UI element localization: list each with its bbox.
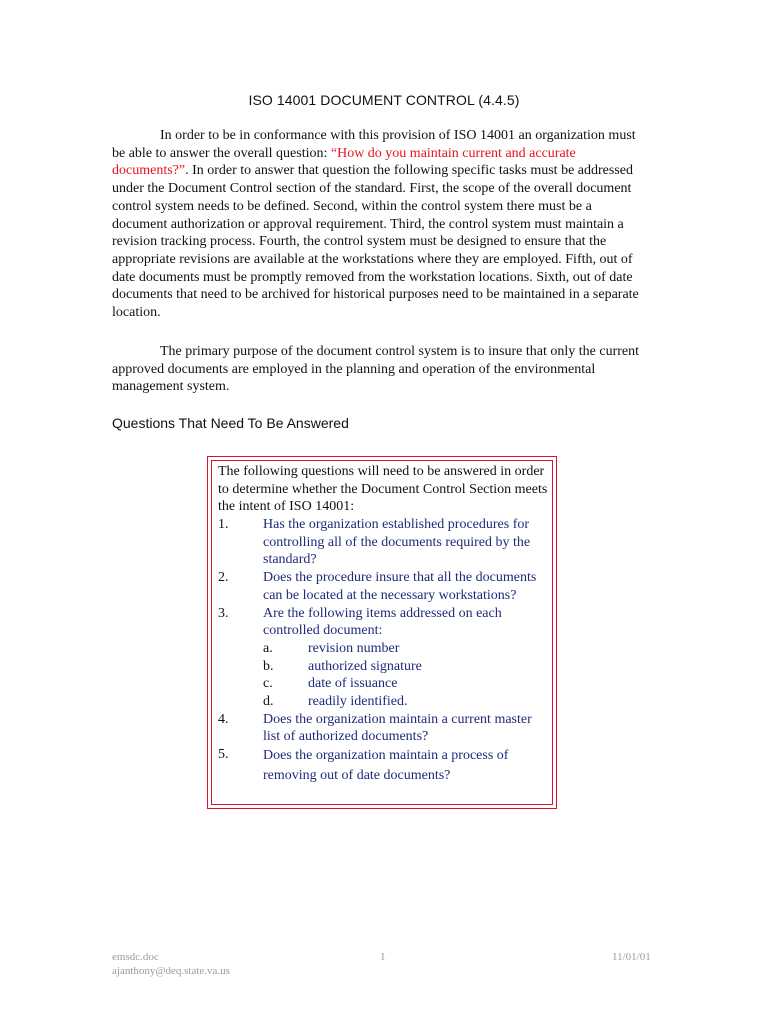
footer-email: ajanthony@deq.state.va.us bbox=[112, 965, 230, 977]
sub-item-text: readily identified. bbox=[308, 694, 408, 710]
question-item bbox=[218, 605, 548, 640]
question-number: 1. bbox=[218, 517, 229, 532]
sub-item-text: authorized signature bbox=[308, 658, 422, 674]
questions-intro: The following questions will need to be answered in order to determine whether the Document Control Section meets the intent of ISO 14001: bbox=[218, 464, 548, 515]
question-item bbox=[218, 569, 548, 604]
intro-text-start: In order to be in conformance with this provision of ISO 14001 an organization must be able to answer the overall question: bbox=[112, 128, 636, 161]
question-item bbox=[218, 711, 548, 746]
purpose-paragraph bbox=[112, 343, 647, 396]
sub-item-letter: b. bbox=[263, 658, 274, 674]
question-number: 4. bbox=[218, 711, 229, 727]
question-text: Does the organization maintain a process of removing out of date documents? bbox=[263, 748, 509, 783]
sub-item bbox=[263, 693, 548, 711]
sub-item-text: date of issuance bbox=[308, 676, 398, 692]
sub-item bbox=[263, 658, 548, 676]
question-item bbox=[218, 516, 548, 569]
question-text: Does the organization maintain a current master list of authorized documents? bbox=[263, 711, 532, 745]
intro-text-rest: . In order to answer that question the following specific tasks must be addressed under the Document Control section of the standard. First, the scope of the overall document control system needs to be defined. Second, within the control system there must be a document authorization or approval requirement. Third, the control system must maintain a revision tracking process. Fourth, the control system must be designed to ensure that the appropriate revisions are available at the workstations where they are employed. Fifth, out of date documents must be promptly removed from the workstation locations. Sixth, out of date documents that need to be archived for historical purposes need to be maintained in a separate location. bbox=[112, 163, 639, 321]
sub-item-letter: d. bbox=[263, 694, 274, 710]
question-number: 2. bbox=[218, 570, 229, 586]
footer-filename: emsdc.doc bbox=[112, 951, 159, 963]
section-heading: Questions That Need To Be Answered bbox=[112, 415, 349, 431]
question-text: Has the organization established procedures for controlling all of the documents required by the standard? bbox=[263, 517, 531, 568]
questions-list bbox=[218, 516, 548, 785]
question-item bbox=[218, 746, 548, 785]
intro-paragraph bbox=[112, 127, 647, 322]
sub-item bbox=[263, 675, 548, 693]
question-text: Does the procedure insure that all the documents can be located at the necessary workstations? bbox=[263, 570, 537, 603]
footer-left bbox=[112, 950, 230, 978]
sub-item bbox=[263, 640, 548, 658]
document-title: ISO 14001 DOCUMENT CONTROL (4.4.5) bbox=[248, 92, 520, 108]
question-number: 5. bbox=[218, 747, 229, 763]
sub-item-letter: a. bbox=[263, 640, 273, 656]
footer-date: 11/01/01 bbox=[612, 951, 651, 963]
question-text: Are the following items addressed on each controlled document: bbox=[263, 605, 502, 639]
key-question: “How do you maintain current and accurate documents?” bbox=[112, 145, 576, 179]
question-number: 3. bbox=[218, 605, 229, 621]
purpose-text: The primary purpose of the document control system is to insure that only the current approved documents are employed in the planning and operation of the environmental management system. bbox=[112, 344, 639, 395]
sub-item-text: revision number bbox=[308, 640, 400, 656]
footer-page-number: 1 bbox=[380, 951, 386, 963]
sub-item-letter: c. bbox=[263, 676, 273, 692]
